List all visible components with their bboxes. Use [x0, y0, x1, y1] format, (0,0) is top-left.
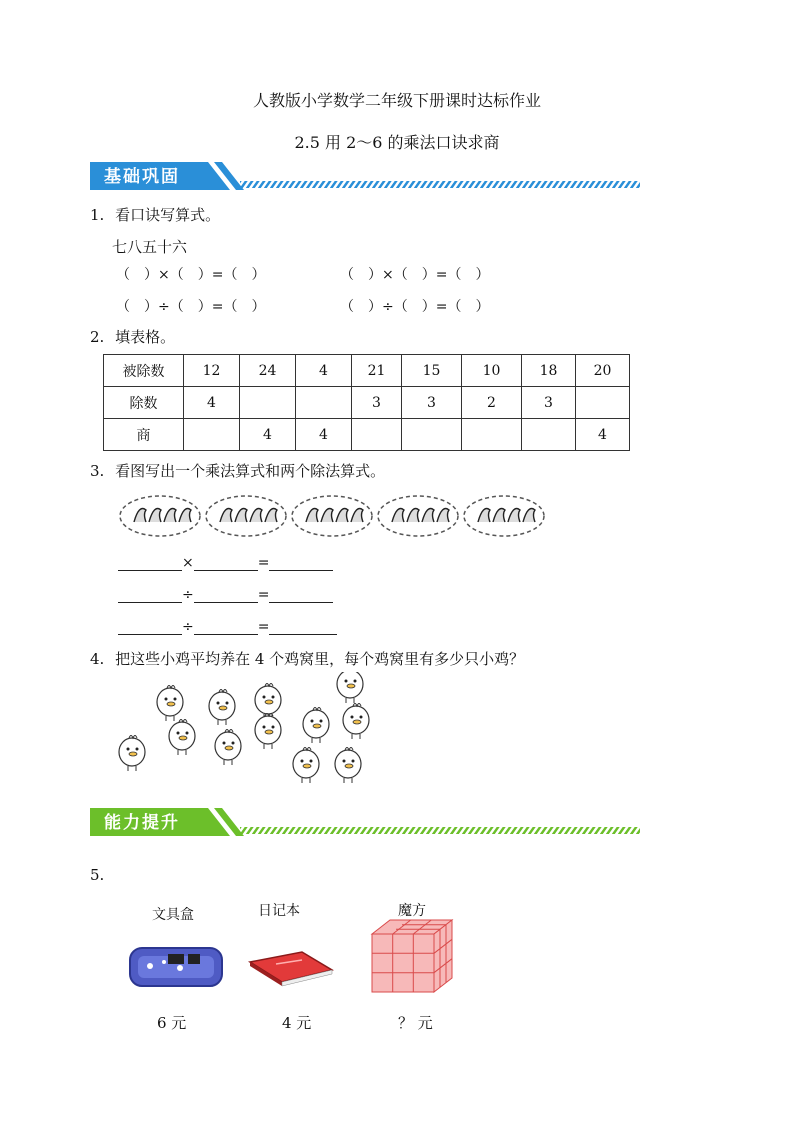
table-cell[interactable]	[296, 387, 352, 419]
table-cell[interactable]	[240, 387, 296, 419]
question-number: 4.	[90, 650, 105, 668]
chick-icon	[119, 736, 145, 772]
question-4	[90, 648, 524, 669]
question-1	[90, 204, 220, 225]
equation-row-2-right: （ ）÷（ ）=（ ）	[340, 299, 490, 315]
animal-icon	[392, 509, 404, 523]
table-cell: 18	[522, 355, 576, 387]
item-name-rubiks-cube: 魔方	[398, 903, 426, 919]
chick-icon	[303, 708, 329, 744]
table-row-header: 被除数	[104, 355, 184, 387]
chick-icon	[337, 672, 363, 703]
table-row-header: 商	[104, 419, 184, 451]
animal-icon	[508, 509, 520, 523]
rubiks-cube-icon	[368, 916, 458, 996]
animal-icon	[306, 509, 318, 523]
pencil-box-icon	[128, 944, 224, 990]
question-5-number: 5.	[90, 866, 105, 884]
multiply-sign: ×	[182, 555, 194, 571]
chicks-picture	[110, 672, 380, 792]
table-cell: 20	[576, 355, 630, 387]
section-banner-advanced	[90, 808, 640, 840]
table-cell[interactable]	[462, 419, 522, 451]
question-text: 看图写出一个乘法算式和两个除法算式。	[115, 462, 386, 480]
item-name-pencil-box: 文具盒	[152, 907, 194, 923]
chick-icon	[209, 690, 235, 726]
question-text: 把这些小鸡平均养在 4 个鸡窝里，每个鸡窝里有多少只小鸡？	[115, 650, 525, 668]
animal-icon	[478, 509, 490, 523]
animal-icon	[250, 509, 262, 523]
division-table	[103, 354, 630, 451]
table-cell[interactable]	[402, 419, 462, 451]
animal-icon	[336, 509, 348, 523]
question-text: 看口诀写算式。	[115, 206, 221, 224]
equals-sign: =	[257, 619, 270, 635]
animal-icon	[179, 509, 191, 523]
table-row	[104, 355, 630, 387]
animal-icon	[523, 509, 535, 523]
question-number: 1.	[90, 206, 105, 224]
equals-sign: =	[257, 555, 270, 571]
table-cell: 12	[184, 355, 240, 387]
answer-line-divide-2[interactable]	[118, 619, 337, 635]
table-cell: 4	[240, 419, 296, 451]
table-cell: 21	[352, 355, 402, 387]
rhyme-text: 七八五十六	[112, 238, 188, 256]
animal-icon	[134, 509, 146, 523]
price-rubiks-cube: ？ 元	[398, 1014, 433, 1032]
table-cell: 4	[296, 355, 352, 387]
table-cell: 3	[352, 387, 402, 419]
question-number: 3.	[90, 462, 105, 480]
section-banner-basic	[90, 162, 640, 194]
chick-icon	[335, 748, 361, 784]
fish-groups-picture	[118, 492, 548, 540]
equation-row-1-right: （ ）×（ ）=（ ）	[340, 267, 490, 283]
table-row	[104, 387, 630, 419]
table-cell: 15	[402, 355, 462, 387]
table-cell: 3	[522, 387, 576, 419]
animal-icon	[407, 509, 419, 523]
animal-icon	[265, 509, 277, 523]
animal-icon	[235, 509, 247, 523]
animal-icon	[422, 509, 434, 523]
section-label-advanced: 能力提升	[104, 813, 180, 833]
question-text: 填表格。	[115, 328, 176, 346]
table-row-header: 除数	[104, 387, 184, 419]
equation-row-1-left: （ ）×（ ）=（ ）	[116, 267, 266, 283]
table-row	[104, 419, 630, 451]
answer-line-multiply[interactable]	[118, 555, 333, 571]
table-cell: 4	[576, 419, 630, 451]
table-cell: 4	[184, 387, 240, 419]
diary-icon	[246, 948, 336, 990]
table-cell[interactable]	[184, 419, 240, 451]
table-cell: 2	[462, 387, 522, 419]
animal-icon	[437, 509, 449, 523]
question-2	[90, 326, 175, 347]
equals-sign: =	[257, 587, 270, 603]
table-cell: 4	[296, 419, 352, 451]
animal-icon	[164, 509, 176, 523]
table-cell[interactable]	[522, 419, 576, 451]
animal-icon	[493, 509, 505, 523]
table-cell[interactable]	[352, 419, 402, 451]
section-label-basic: 基础巩固	[104, 167, 180, 187]
price-diary: 4 元	[282, 1014, 312, 1032]
document-title: 人教版小学数学二年级下册课时达标作业	[252, 91, 541, 110]
question-number: 2.	[90, 328, 105, 346]
animal-icon	[351, 509, 363, 523]
answer-line-divide-1[interactable]	[118, 587, 333, 603]
question-3	[90, 460, 385, 481]
chick-icon	[157, 686, 183, 722]
chick-icon	[343, 704, 369, 740]
table-cell: 24	[240, 355, 296, 387]
divide-sign: ÷	[182, 587, 194, 603]
chick-icon	[255, 714, 281, 750]
chick-icon	[293, 748, 319, 784]
table-cell: 10	[462, 355, 522, 387]
table-cell: 3	[402, 387, 462, 419]
animal-icon	[321, 509, 333, 523]
chick-icon	[169, 720, 195, 756]
item-name-diary: 日记本	[258, 903, 300, 919]
lesson-subtitle: 2.5 用 2～6 的乘法口诀求商	[294, 133, 500, 152]
equation-row-2-left: （ ）÷（ ）=（ ）	[116, 299, 266, 315]
animal-icon	[220, 509, 232, 523]
animal-icon	[149, 509, 161, 523]
table-cell[interactable]	[576, 387, 630, 419]
chick-icon	[215, 730, 241, 766]
divide-sign: ÷	[182, 619, 194, 635]
price-pencil-box: 6 元	[157, 1014, 187, 1032]
